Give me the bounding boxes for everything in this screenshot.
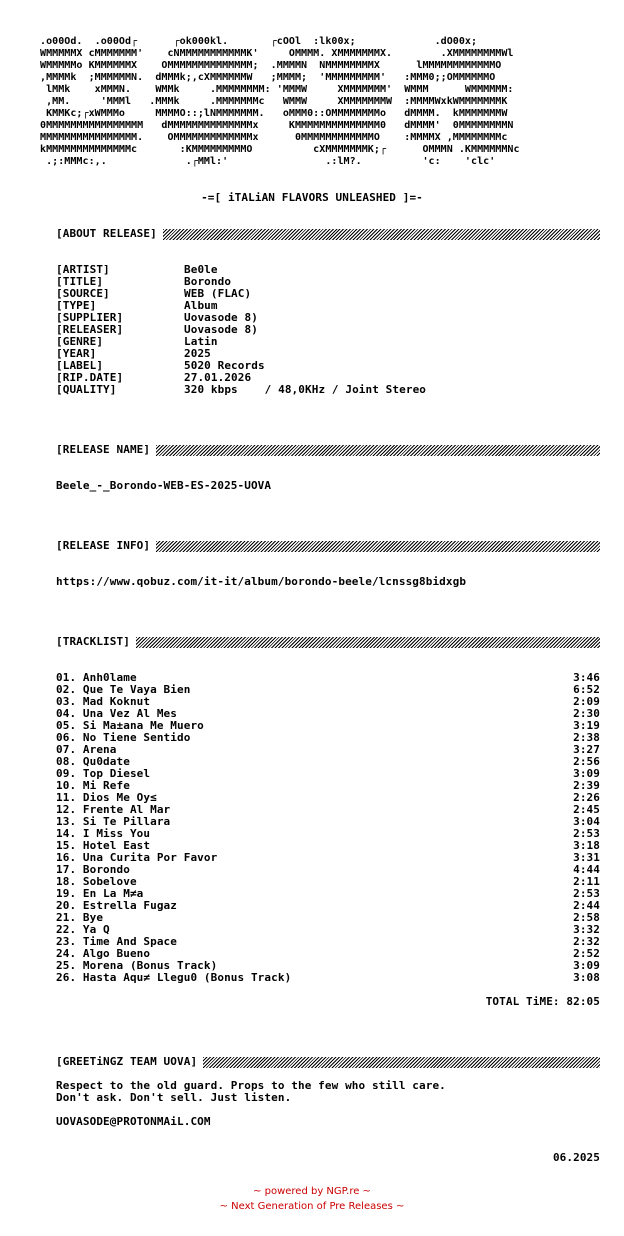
track-time: 3:04 [573, 815, 600, 828]
footer-powered-by: ~ powered by NGP.re ~ [253, 1186, 371, 1197]
track-title: 25. Morena (Bonus Track) [56, 959, 218, 972]
track-time: 2:32 [573, 935, 600, 948]
field-key: [YEAR] [56, 347, 97, 360]
field-row [56, 336, 426, 348]
track-time: 2:44 [573, 899, 600, 912]
field-value: Uovasode 8) [184, 323, 258, 336]
track-time: 2:56 [573, 755, 600, 768]
track-title: 08. Qu0date [56, 755, 130, 768]
field-key: [ARTIST] [56, 263, 110, 276]
section-greetings-title: [GREETiNGZ TEAM UOVA] [56, 1055, 198, 1068]
track-time: 2:26 [573, 791, 600, 804]
track-time: 2:09 [573, 695, 600, 708]
field-key: [LABEL] [56, 359, 104, 372]
footer-tagline: ~ Next Generation of Pre Releases ~ [219, 1201, 405, 1212]
track-time: 6:52 [573, 683, 600, 696]
hatch-divider [163, 229, 600, 240]
hatch-divider [203, 1057, 600, 1068]
track-row [56, 744, 600, 756]
track-time: 3:32 [573, 923, 600, 936]
field-row [56, 288, 426, 300]
field-key: [SOURCE] [56, 287, 110, 300]
track-time: 2:39 [573, 779, 600, 792]
field-value: Be0le [184, 263, 218, 276]
track-time: 3:27 [573, 743, 600, 756]
field-row [56, 264, 426, 276]
field-value: WEB (FLAC) [184, 287, 252, 300]
track-title: 05. Si Ma±ana Me Muero [56, 719, 204, 732]
track-time: 3:19 [573, 719, 600, 732]
track-time: 4:44 [573, 863, 600, 876]
tracklist [56, 672, 600, 984]
field-row [56, 384, 426, 396]
track-title: 13. Si Te Pillara [56, 815, 171, 828]
field-value: Uovasode 8) [184, 311, 258, 324]
track-time: 3:09 [573, 767, 600, 780]
field-key: [RELEASER] [56, 323, 124, 336]
release-name: Beele_-_Borondo-WEB-ES-2025-UOVA [56, 479, 272, 492]
track-row [56, 972, 600, 984]
track-row [56, 912, 600, 924]
track-title: 06. No Tiene Sentido [56, 731, 191, 744]
track-title: 24. Algo Bueno [56, 947, 151, 960]
track-time: 2:30 [573, 707, 600, 720]
hatch-divider [156, 541, 600, 552]
track-title: 12. Frente Al Mar [56, 803, 171, 816]
track-time: 2:53 [573, 827, 600, 840]
track-title: 15. Hotel East [56, 839, 151, 852]
total-time: TOTAL TiME: 82:05 [485, 995, 600, 1008]
section-tracklist-header [56, 636, 600, 648]
track-title: 18. Sobelove [56, 875, 137, 888]
field-value: 5020 Records [184, 359, 265, 372]
hatch-divider [156, 445, 600, 456]
release-info-link[interactable]: https://www.qobuz.com/it-it/album/borondo-beele/lcnssg8bidxgb [56, 575, 467, 588]
track-row [56, 900, 600, 912]
greetings-line: Respect to the old guard. Props to the few who still care. [56, 1079, 446, 1092]
field-key: [RIP.DATE] [56, 371, 124, 384]
track-time: 3:08 [573, 971, 600, 984]
track-title: 20. Estrella Fugaz [56, 899, 178, 912]
field-value: 2025 [184, 347, 211, 360]
release-date: 06.2025 [552, 1151, 600, 1164]
section-about-title: [ABOUT RELEASE] [56, 227, 157, 240]
ascii-logo: .o00Od. .o00Od┌ ┌ok000kl. ┌cOOl :lk00x; .dO00x; WMMMMMX cMMMMMMM' cNMMMMMMMMMMMK' OMMMM. XMMMMMMMX. .XMMMMMMMMWl WMMMMMo KMMMMMMX OMMMMMMMMMMMMMM; .MMMMN NMMMMMMMMX lMMMMMMMMMMMMO ,MMMMk ;MMMMMMN. dMMMk;,cXMMMMMMW ;MMMM; 'MMMMMMMMM' :MMM0;;OMMMMMMO lMMk xMMMN. WMMk .MMMMMMMM: 'MMMW XMMMMMMM' WMMM WMMMMMM: ,MM. 'MMMl .MMMk .MMMMMMMc WMMW XMMMMMMMW :MMMMWxkWMMMMMMMK KMMKc;┌xWMMMo MMMMO::;lNMMMMMMM. oMMM0::OMMMMMMMMo dMMMM. kMMMMMMMW 0MMMMMMMMMMMMMMMM dMMMMMMMMMMMMMMx KMMMMMMMMMMMMMM0 dMMMM' 0MMMMMMMMN MMMMMMMMMMMMMMMM. OMMMMMMMMMMMMMx 0MMMMMMMMMMMMO :MMMMX ,MMMMMMMMc kMMMMMMMMMMMMMMc :KMMMMMMMMMO cXMMMMMMMK;┌ OMMMN .KMMMMMMNc .;:MMMc:,. .┌MMl:' .:lM?. 'c: 'clc' [40, 36, 520, 167]
track-title: 10. Mi Refe [56, 779, 130, 792]
track-time: 2:11 [573, 875, 600, 888]
track-title: 19. En La M≠a [56, 887, 144, 900]
slogan: -=[ iTALiAN FLAVORS UNLEASHED ]=- [201, 191, 423, 204]
greetings-line: Don't ask. Don't sell. Just listen. [56, 1091, 292, 1104]
track-title: 03. Mad Koknut [56, 695, 151, 708]
track-row [56, 864, 600, 876]
track-time: 2:45 [573, 803, 600, 816]
track-title: 21. Bye [56, 911, 104, 924]
section-tracklist-title: [TRACKLIST] [56, 635, 130, 648]
section-name-header [56, 444, 600, 456]
track-time: 2:38 [573, 731, 600, 744]
field-value: 27.01.2026 [184, 371, 252, 384]
field-value: 320 kbps / 48,0KHz / Joint Stereo [184, 383, 427, 396]
field-key: [SUPPLIER] [56, 311, 124, 324]
track-title: 01. Anh0lame [56, 671, 137, 684]
track-title: 07. Arena [56, 743, 117, 756]
track-time: 3:09 [573, 959, 600, 972]
release-fields [56, 264, 426, 396]
track-row [56, 732, 600, 744]
track-title: 02. Que Te Vaya Bien [56, 683, 191, 696]
track-title: 26. Hasta Aqu≠ Llegu0 (Bonus Track) [56, 971, 292, 984]
track-title: 22. Ya Q [56, 923, 110, 936]
track-title: 14. I Miss You [56, 827, 151, 840]
track-row [56, 768, 600, 780]
track-title: 09. Top Diesel [56, 767, 151, 780]
section-about-header [56, 228, 600, 240]
section-info-title: [RELEASE INFO] [56, 539, 151, 552]
field-value: Album [184, 299, 218, 312]
field-row [56, 324, 426, 336]
track-title: 04. Una Vez Al Mes [56, 707, 178, 720]
field-value: Borondo [184, 275, 232, 288]
section-greetings-header [56, 1056, 600, 1068]
field-key: [QUALITY] [56, 383, 117, 396]
track-time: 3:46 [573, 671, 600, 684]
section-info-header [56, 540, 600, 552]
field-key: [GENRE] [56, 335, 104, 348]
track-time: 2:53 [573, 887, 600, 900]
section-name-title: [RELEASE NAME] [56, 443, 151, 456]
contact-email[interactable]: UOVASODE@PROTONMAiL.COM [56, 1115, 211, 1128]
hatch-divider [136, 637, 600, 648]
track-time: 3:31 [573, 851, 600, 864]
field-key: [TITLE] [56, 275, 104, 288]
track-title: 11. Dios Me Oy≤ [56, 791, 157, 804]
field-value: Latin [184, 335, 218, 348]
track-time: 2:52 [573, 947, 600, 960]
track-time: 3:18 [573, 839, 600, 852]
track-title: 23. Time And Space [56, 935, 178, 948]
track-title: 17. Borondo [56, 863, 130, 876]
track-row [56, 852, 600, 864]
track-time: 2:58 [573, 911, 600, 924]
track-title: 16. Una Curita Por Favor [56, 851, 218, 864]
field-key: [TYPE] [56, 299, 97, 312]
